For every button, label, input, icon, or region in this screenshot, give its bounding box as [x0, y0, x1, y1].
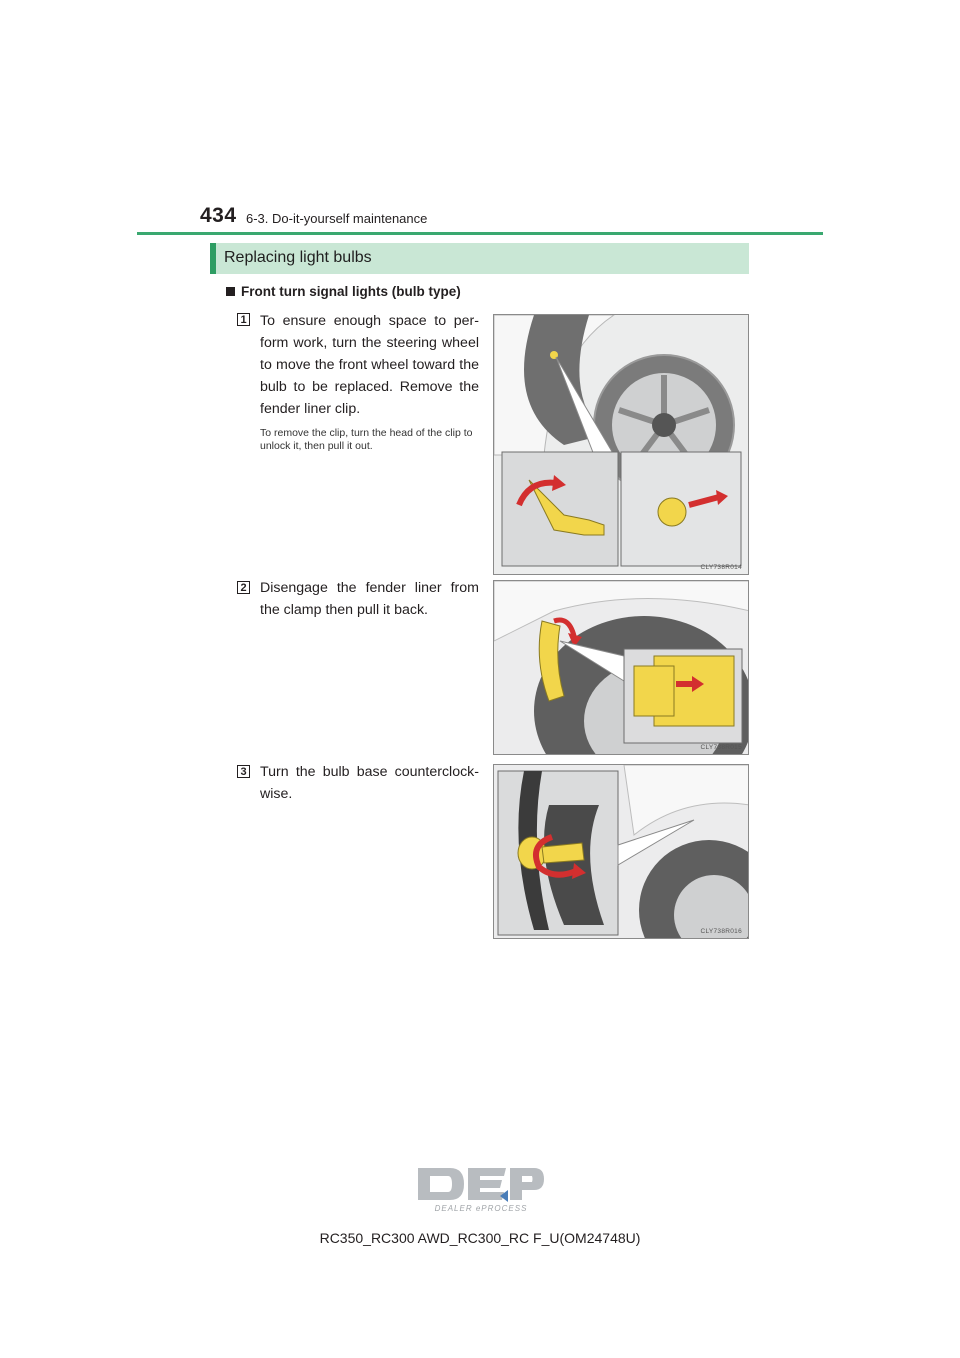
figure-step-2	[493, 580, 749, 755]
section-heading	[210, 243, 749, 274]
subheading	[226, 284, 461, 299]
dealer-eprocess-logo	[416, 1164, 546, 1216]
square-bullet-icon	[226, 287, 235, 296]
figure-step-3	[493, 764, 749, 939]
fender-liner-illustration	[494, 581, 749, 755]
step-number-3: 3	[237, 765, 250, 778]
step-2-text: Disengage the fender liner from the clamp then pull it back.	[260, 580, 479, 618]
heading-accent	[210, 243, 216, 274]
step-3-text: Turn the bulb base counterclock-wise.	[260, 764, 479, 802]
step-number-2: 2	[237, 581, 250, 594]
header-rule	[137, 232, 823, 235]
page-number: 434	[200, 204, 237, 227]
logo-tagline: DEALER ePROCESS	[434, 1204, 528, 1213]
footer-code: RC350_RC300 AWD_RC300_RC F_U(OM24748U)	[319, 1230, 641, 1246]
bulb-base-illustration	[494, 765, 749, 939]
fender-clip-illustration	[494, 315, 749, 575]
step-number-1: 1	[237, 313, 250, 326]
figure-step-1	[493, 314, 749, 575]
step-1-note: To remove the clip, turn the head of the clip to unlock it, then pull it out.	[260, 427, 473, 452]
step-1-text: To ensure enough space to per-form work, turn the steering wheel to move the front wheel toward the bulb to be replaced. Remove the fender liner clip.	[260, 313, 479, 417]
figure-code-1: CLY738R014	[700, 564, 742, 571]
subheading-text: Front turn signal lights (bulb type)	[241, 284, 461, 299]
figure-code-2: CLY738R015	[700, 744, 742, 751]
figure-code-3: CLY738R016	[700, 928, 742, 935]
section-label: 6-3. Do-it-yourself maintenance	[246, 211, 428, 226]
heading-title: Replacing light bulbs	[224, 249, 372, 266]
